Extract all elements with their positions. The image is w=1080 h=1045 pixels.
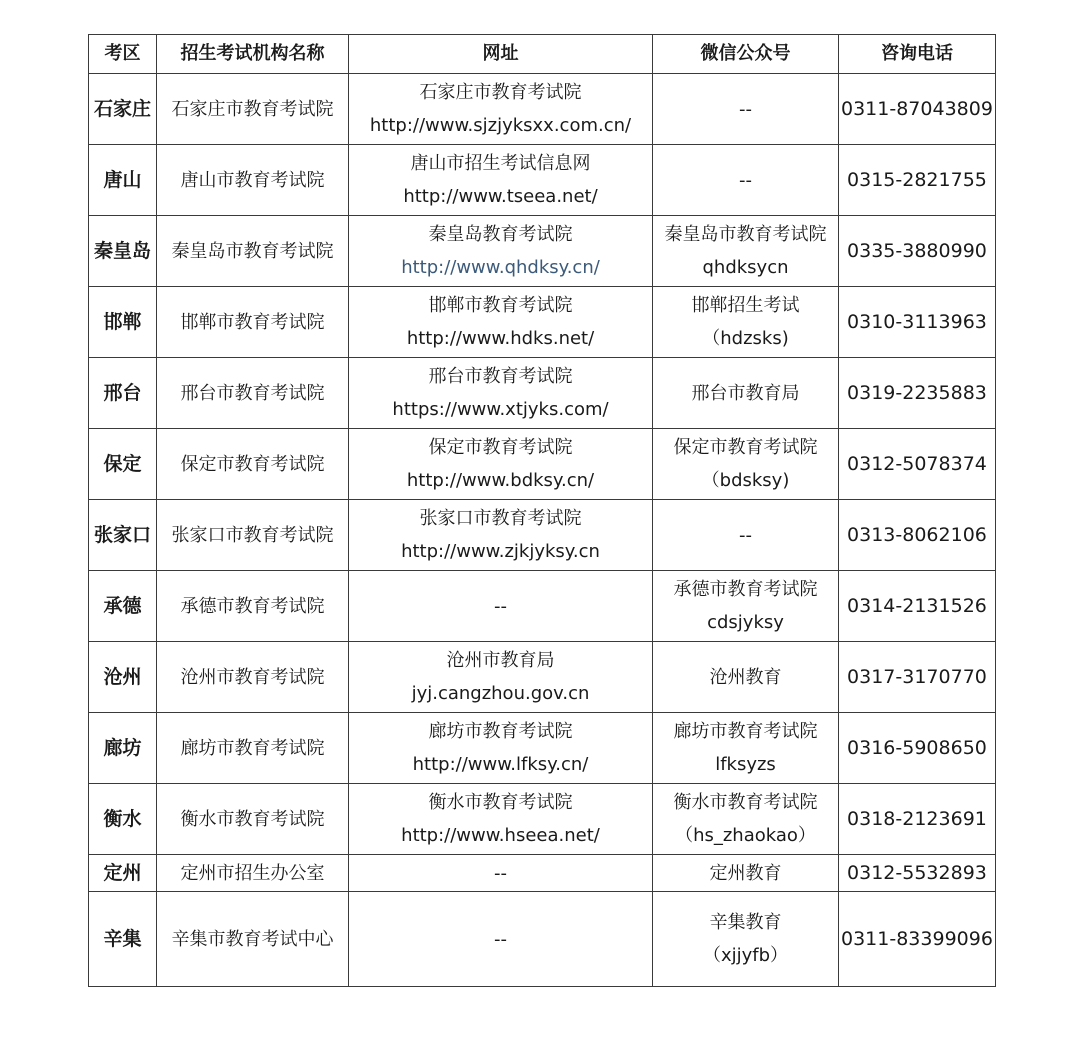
table-row — [89, 287, 996, 358]
phone-cell: 0335-3880990 — [839, 216, 996, 287]
website-cell — [349, 571, 653, 642]
phone-cell: 0312-5532893 — [839, 855, 996, 892]
table-row — [89, 500, 996, 571]
website-cell — [349, 358, 653, 429]
website-name: 廊坊市教育考试院 — [428, 721, 573, 742]
website-name: -- — [494, 862, 507, 884]
wechat-cell — [653, 358, 839, 429]
website-name: 唐山市招生考试信息网 — [410, 153, 591, 174]
wechat-cell — [653, 642, 839, 713]
website-cell — [349, 892, 653, 987]
website-url[interactable]: http://www.sjzjyksxx.com.cn/ — [369, 115, 632, 136]
phone-cell: 0317-3170770 — [839, 642, 996, 713]
org-name-cell: 邯郸市教育考试院 — [157, 287, 349, 358]
phone-cell: 0311-87043809 — [839, 74, 996, 145]
website-name: -- — [494, 595, 507, 617]
phone-cell: 0314-2131526 — [839, 571, 996, 642]
wechat-cell — [653, 571, 839, 642]
wechat-id: （hs_zhaokao） — [675, 825, 816, 846]
phone-cell: 0310-3113963 — [839, 287, 996, 358]
website-url[interactable]: http://www.zjkjyksy.cn — [401, 541, 600, 562]
org-name-cell: 沧州市教育考试院 — [157, 642, 349, 713]
table-row — [89, 429, 996, 500]
region-cell: 承德 — [89, 571, 157, 642]
region-cell: 邯郸 — [89, 287, 157, 358]
website-url[interactable]: http://www.tseea.net/ — [403, 186, 598, 207]
website-url[interactable]: http://www.lfksy.cn/ — [412, 754, 589, 775]
website-cell — [349, 429, 653, 500]
phone-cell: 0313-8062106 — [839, 500, 996, 571]
table-row — [89, 145, 996, 216]
region-cell: 唐山 — [89, 145, 157, 216]
wechat-id: cdsjyksy — [707, 612, 784, 633]
region-cell: 保定 — [89, 429, 157, 500]
region-cell: 辛集 — [89, 892, 157, 987]
website-url[interactable]: http://www.hdks.net/ — [406, 328, 595, 349]
org-name-cell: 廊坊市教育考试院 — [157, 713, 349, 784]
wechat-cell — [653, 784, 839, 855]
website-cell — [349, 784, 653, 855]
wechat-name: -- — [739, 169, 752, 191]
table-row — [89, 642, 996, 713]
wechat-cell — [653, 216, 839, 287]
region-cell: 衡水 — [89, 784, 157, 855]
website-cell — [349, 713, 653, 784]
website-cell — [349, 500, 653, 571]
org-name-cell: 承德市教育考试院 — [157, 571, 349, 642]
header-row — [89, 35, 996, 74]
org-name-cell: 衡水市教育考试院 — [157, 784, 349, 855]
phone-cell: 0319-2235883 — [839, 358, 996, 429]
website-cell — [349, 216, 653, 287]
website-name: 张家口市教育考试院 — [419, 508, 582, 529]
table-row — [89, 892, 996, 987]
wechat-name: 廊坊市教育考试院 — [673, 721, 818, 742]
wechat-name: -- — [739, 524, 752, 546]
website-cell — [349, 855, 653, 892]
table-row — [89, 216, 996, 287]
wechat-cell — [653, 892, 839, 987]
org-name-cell: 辛集市教育考试中心 — [157, 892, 349, 987]
wechat-name: 辛集教育 — [709, 912, 782, 933]
header-wechat: 微信公众号 — [653, 35, 839, 74]
org-name-cell: 石家庄市教育考试院 — [157, 74, 349, 145]
website-name: 邯郸市教育考试院 — [428, 295, 573, 316]
phone-cell: 0316-5908650 — [839, 713, 996, 784]
table-row — [89, 713, 996, 784]
phone-cell: 0315-2821755 — [839, 145, 996, 216]
region-cell: 石家庄 — [89, 74, 157, 145]
website-url[interactable]: http://www.qhdksy.cn/ — [401, 257, 600, 278]
table-row — [89, 74, 996, 145]
wechat-cell — [653, 429, 839, 500]
exam-institutions-table — [88, 34, 996, 987]
phone-cell: 0312-5078374 — [839, 429, 996, 500]
wechat-cell — [653, 713, 839, 784]
table-row — [89, 571, 996, 642]
region-cell: 张家口 — [89, 500, 157, 571]
org-name-cell: 张家口市教育考试院 — [157, 500, 349, 571]
website-name: 衡水市教育考试院 — [428, 792, 573, 813]
wechat-name: 沧州教育 — [709, 666, 782, 688]
wechat-name: 邯郸招生考试 — [691, 295, 800, 316]
website-name: -- — [494, 928, 507, 950]
org-name-cell: 保定市教育考试院 — [157, 429, 349, 500]
wechat-cell — [653, 145, 839, 216]
wechat-id: qhdksycn — [702, 257, 789, 278]
wechat-cell — [653, 500, 839, 571]
website-url[interactable]: http://www.bdksy.cn/ — [406, 470, 595, 491]
wechat-id: （bdsksy) — [701, 470, 790, 491]
website-url[interactable]: jyj.cangzhou.gov.cn — [411, 683, 590, 704]
org-name-cell: 邢台市教育考试院 — [157, 358, 349, 429]
header-org-name: 招生考试机构名称 — [157, 35, 349, 74]
region-cell: 廊坊 — [89, 713, 157, 784]
website-url[interactable]: https://www.xtjyks.com/ — [392, 399, 609, 420]
org-name-cell: 定州市招生办公室 — [157, 855, 349, 892]
header-region: 考区 — [89, 35, 157, 74]
website-name: 秦皇岛教育考试院 — [428, 224, 573, 245]
website-name: 石家庄市教育考试院 — [419, 82, 582, 103]
wechat-cell — [653, 855, 839, 892]
wechat-id: lfksyzs — [715, 754, 776, 775]
wechat-name: 保定市教育考试院 — [673, 437, 818, 458]
phone-cell: 0318-2123691 — [839, 784, 996, 855]
wechat-cell — [653, 74, 839, 145]
wechat-name: 秦皇岛市教育考试院 — [664, 224, 827, 245]
table-row — [89, 358, 996, 429]
region-cell: 沧州 — [89, 642, 157, 713]
website-url[interactable]: http://www.hseea.net/ — [401, 825, 600, 846]
region-cell: 秦皇岛 — [89, 216, 157, 287]
website-cell — [349, 642, 653, 713]
header-website: 网址 — [349, 35, 653, 74]
table-row — [89, 784, 996, 855]
phone-cell: 0311-83399096 — [839, 892, 996, 987]
header-phone: 咨询电话 — [839, 35, 996, 74]
wechat-name: 邢台市教育局 — [691, 382, 800, 404]
website-cell — [349, 145, 653, 216]
org-name-cell: 秦皇岛市教育考试院 — [157, 216, 349, 287]
wechat-name: 衡水市教育考试院 — [673, 792, 818, 813]
region-cell: 定州 — [89, 855, 157, 892]
wechat-id: （hdzsks) — [702, 328, 789, 349]
table-row — [89, 855, 996, 892]
wechat-id: （xjjyfb） — [702, 945, 789, 966]
org-name-cell: 唐山市教育考试院 — [157, 145, 349, 216]
wechat-cell — [653, 287, 839, 358]
website-cell — [349, 287, 653, 358]
wechat-name: 承德市教育考试院 — [673, 579, 818, 600]
website-name: 保定市教育考试院 — [428, 437, 573, 458]
wechat-name: 定州教育 — [709, 862, 782, 884]
region-cell: 邢台 — [89, 358, 157, 429]
website-name: 沧州市教育局 — [446, 650, 555, 671]
website-cell — [349, 74, 653, 145]
website-name: 邢台市教育考试院 — [428, 366, 573, 387]
wechat-name: -- — [739, 98, 752, 120]
